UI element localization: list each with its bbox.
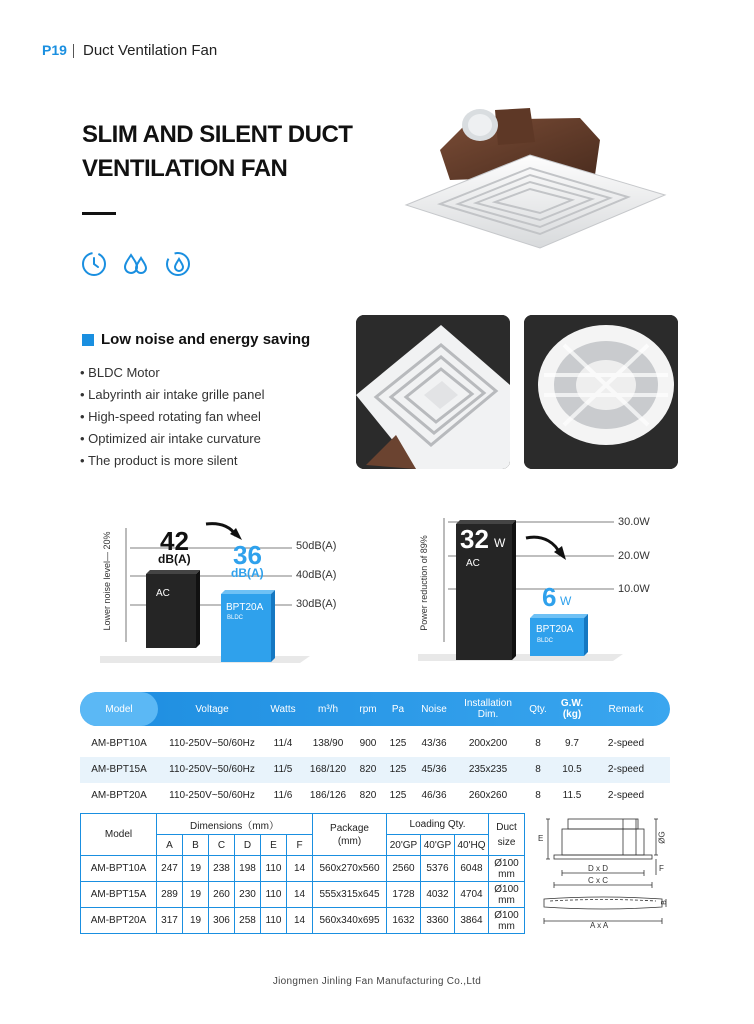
fan-wheel-photo	[524, 315, 678, 469]
cell-package: 560x270x560	[313, 856, 387, 882]
grille-illustration	[356, 315, 510, 469]
list-item: • Optimized air intake curvature	[80, 428, 265, 450]
cell-model: AM-BPT20A	[81, 908, 157, 934]
drawing-svg	[538, 815, 668, 935]
ac-noise-unit: dB(A)	[158, 552, 191, 566]
cell-noise: 45/36	[421, 764, 447, 775]
dim-col-duct-line2: size	[497, 836, 516, 848]
col-noise: Noise	[421, 703, 447, 715]
cell-pa: 125	[389, 738, 407, 749]
cell-20gp: 2560	[387, 856, 421, 882]
water-drops-icon	[122, 250, 150, 278]
hero-divider	[82, 212, 116, 215]
dim-col-40hq: 40'HQ	[455, 835, 489, 856]
cell-model: AM-BPT10A	[81, 856, 157, 882]
cell-duct-line2: mm	[498, 920, 515, 932]
cell-b: 19	[183, 856, 209, 882]
cell-voltage: 110-250V~50/60Hz	[169, 790, 255, 801]
bldc-noise-value: 36	[233, 540, 262, 570]
cell-qty: 8	[535, 764, 541, 775]
bldc-bar-sublabel: BLDC	[537, 638, 554, 644]
ac-bar-label: AC	[156, 588, 170, 599]
cell-package: 560x340x695	[313, 908, 387, 934]
noise-chart	[100, 518, 360, 668]
bldc-noise-unit: dB(A)	[231, 566, 264, 580]
clock-icon	[80, 250, 108, 278]
table-row	[80, 783, 670, 809]
cell-40hq: 3864	[455, 908, 489, 934]
cell-e: 110	[261, 856, 287, 882]
bldc-bar-label: BPT20A	[536, 624, 574, 635]
cell-airflow: 138/90	[312, 738, 344, 749]
power-chart	[418, 512, 678, 662]
cell-a: 289	[157, 882, 183, 908]
cell-f: 14	[287, 908, 313, 934]
power-grid-label: 20.0W	[618, 550, 650, 562]
col-qty: Qty.	[529, 703, 547, 715]
power-grid-label: 30.0W	[618, 516, 650, 528]
cell-model: AM-BPT10A	[91, 738, 147, 749]
cell-40gp: 5376	[421, 856, 455, 882]
dim-col-package-line1: Package	[330, 822, 369, 834]
cell-rpm: 820	[359, 790, 377, 801]
ac-bar-label: AC	[466, 558, 480, 569]
col-voltage: Voltage	[195, 703, 229, 715]
noise-grid-label: 30dB(A)	[296, 598, 337, 610]
cell-model: AM-BPT20A	[91, 790, 147, 801]
bldc-bar-sublabel: BLDC	[227, 615, 244, 621]
cell-airflow: 168/120	[309, 764, 347, 775]
col-gw-line1: G.W.	[560, 698, 584, 709]
cell-noise: 43/36	[421, 738, 447, 749]
cell-d: 230	[235, 882, 261, 908]
cell-d: 198	[235, 856, 261, 882]
cell-d: 258	[235, 908, 261, 934]
fan-wheel-illustration	[524, 315, 678, 469]
power-side-label: Power reduction of 89%	[419, 535, 429, 631]
dim-col-e: E	[261, 835, 287, 856]
dim-col-duct	[489, 814, 525, 856]
dim-col-b: B	[183, 835, 209, 856]
cell-airflow: 186/126	[309, 790, 347, 801]
cell-watts: 11/4	[273, 738, 293, 749]
header-divider	[73, 44, 74, 58]
cell-model: AM-BPT15A	[81, 882, 157, 908]
cell-install: 200x200	[468, 738, 508, 749]
col-watts: Watts	[270, 703, 296, 715]
cell-c: 306	[209, 908, 235, 934]
cell-e: 110	[261, 882, 287, 908]
dim-col-20gp: 20'GP	[387, 835, 421, 856]
dim-col-c: C	[209, 835, 235, 856]
cell-voltage: 110-250V~50/60Hz	[169, 738, 255, 749]
cell-a: 247	[157, 856, 183, 882]
cell-f: 14	[287, 856, 313, 882]
col-gw-line2: (kg)	[562, 709, 582, 720]
energy-drop-icon	[164, 250, 192, 278]
dim-col-d: D	[235, 835, 261, 856]
cell-a: 317	[157, 908, 183, 934]
ac-noise-value: 42	[160, 526, 189, 556]
cell-gw: 10.5	[562, 764, 582, 775]
dim-col-package-line2: (mm)	[337, 835, 362, 847]
dim-col-f: F	[287, 835, 313, 856]
features-heading: Low noise and energy saving	[101, 331, 311, 348]
cell-b: 19	[183, 908, 209, 934]
cell-40gp: 4032	[421, 882, 455, 908]
cell-noise: 46/36	[421, 790, 447, 801]
cell-remark: 2-speed	[607, 790, 645, 801]
col-remark: Remark	[608, 703, 644, 715]
cell-c: 238	[209, 856, 235, 882]
cell-20gp: 1728	[387, 882, 421, 908]
dim-col-model: Model	[81, 814, 157, 856]
dim-f-label: F	[659, 864, 664, 873]
dim-col-dimensions: Dimensions（mm）	[157, 814, 313, 835]
col-airflow: m³/h	[318, 703, 338, 715]
feature-icons	[80, 250, 192, 278]
cell-package: 555x315x645	[313, 882, 387, 908]
spec-table-header	[80, 692, 670, 726]
table-row	[81, 856, 525, 882]
cell-voltage: 110-250V~50/60Hz	[169, 764, 255, 775]
col-model: Model	[105, 703, 133, 715]
dim-dxd-label: D x D	[588, 864, 608, 873]
cell-duct-line2: mm	[498, 894, 515, 906]
list-item: • Labyrinth air intake grille panel	[80, 384, 265, 406]
product-image	[400, 100, 668, 250]
cell-gw: 11.5	[562, 790, 582, 801]
cell-duct	[489, 882, 525, 908]
bldc-bar-label: BPT20A	[226, 602, 264, 613]
dim-col-a: A	[157, 835, 183, 856]
table-row	[80, 731, 670, 757]
cell-duct-line1: Ø100	[494, 857, 519, 869]
cell-model: AM-BPT15A	[91, 764, 147, 775]
dim-b-label: B	[660, 900, 668, 905]
cell-40gp: 3360	[421, 908, 455, 934]
col-pa: Pa	[391, 703, 405, 715]
cell-e: 110	[261, 908, 287, 934]
cell-duct-line1: Ø100	[494, 909, 519, 921]
col-install-line2: Dim.	[477, 709, 499, 720]
noise-grid-label: 50dB(A)	[296, 540, 337, 552]
cell-duct	[489, 856, 525, 882]
cell-gw: 9.7	[565, 738, 579, 749]
cell-remark: 2-speed	[607, 738, 645, 749]
cell-b: 19	[183, 882, 209, 908]
ac-power-value: 32	[460, 524, 489, 554]
ac-power-unit: W	[494, 536, 506, 550]
cell-watts: 11/6	[273, 790, 293, 801]
header-title: Duct Ventilation Fan	[83, 42, 218, 59]
noise-grid-label: 40dB(A)	[296, 569, 337, 581]
cell-install: 260x260	[468, 790, 508, 801]
table-row	[80, 757, 670, 783]
dim-col-duct-line1: Duct	[496, 821, 517, 833]
cell-pa: 125	[389, 764, 407, 775]
cell-pa: 125	[389, 790, 407, 801]
section-marker	[82, 334, 94, 346]
cell-rpm: 900	[359, 738, 377, 749]
bldc-power-unit: W	[560, 594, 572, 608]
cell-watts: 11/5	[273, 764, 293, 775]
cell-duct-line2: mm	[498, 868, 515, 880]
cell-qty: 8	[535, 790, 541, 801]
dimensions-table	[80, 813, 525, 934]
col-install	[456, 692, 520, 726]
list-item: • BLDC Motor	[80, 362, 265, 384]
table-row	[81, 908, 525, 934]
list-item: • High-speed rotating fan wheel	[80, 406, 265, 428]
col-rpm: rpm	[359, 703, 377, 715]
cell-c: 260	[209, 882, 235, 908]
list-item: • The product is more silent	[80, 450, 265, 472]
feature-list	[80, 362, 265, 472]
cell-duct	[489, 908, 525, 934]
page-number: P19	[42, 42, 67, 58]
dim-e-label: E	[538, 834, 544, 843]
cell-40hq: 4704	[455, 882, 489, 908]
dim-col-package	[313, 814, 387, 856]
hero-title: SLIM AND SILENT DUCT VENTILATION FAN	[82, 121, 353, 182]
cell-rpm: 820	[359, 764, 377, 775]
cell-f: 14	[287, 882, 313, 908]
cell-duct-line1: Ø100	[494, 883, 519, 895]
col-gw	[556, 692, 588, 726]
col-install-line1: Installation	[464, 698, 512, 709]
power-grid-label: 10.0W	[618, 583, 650, 595]
dim-axa-label: A x A	[590, 921, 609, 930]
bldc-power-value: 6	[542, 582, 557, 612]
dim-col-40gp: 40'GP	[421, 835, 455, 856]
dim-g-label: ØG	[657, 831, 667, 844]
cell-20gp: 1632	[387, 908, 421, 934]
technical-drawing	[538, 815, 668, 935]
cell-qty: 8	[535, 738, 541, 749]
cell-install: 235x235	[468, 764, 508, 775]
grille-photo	[356, 315, 510, 469]
dim-cxc-label: C x C	[588, 876, 608, 885]
footer-company: Jiongmen Jinling Fan Manufacturing Co.,Ltd	[272, 976, 482, 987]
table-row	[81, 882, 525, 908]
cell-40hq: 6048	[455, 856, 489, 882]
cell-remark: 2-speed	[607, 764, 645, 775]
dim-col-loading: Loading Qty.	[387, 814, 489, 835]
noise-side-label: Lower noise level— 20%	[102, 531, 112, 631]
fan-illustration	[400, 100, 668, 250]
